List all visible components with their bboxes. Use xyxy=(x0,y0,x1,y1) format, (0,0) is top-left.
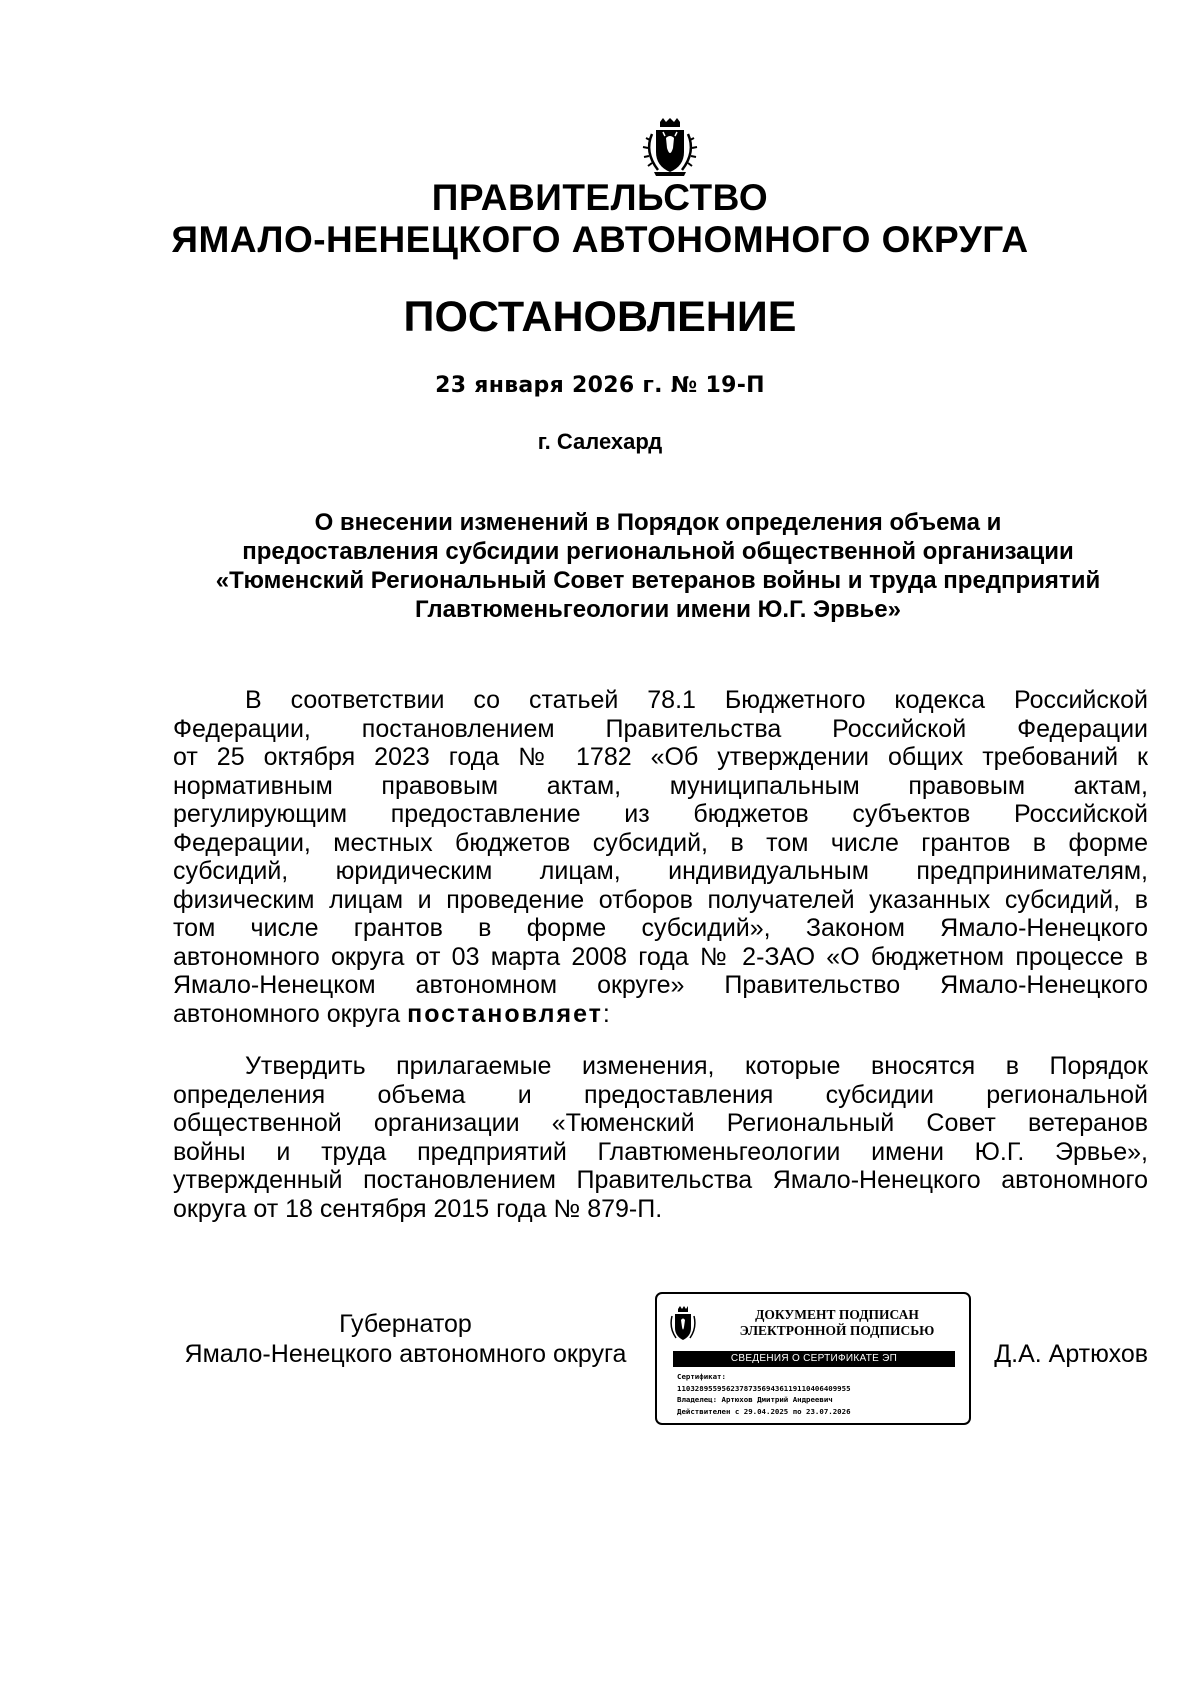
paragraph-line: войны и труда предприятий Главтюменьгеологии имени Ю.Г. Эрвье», xyxy=(173,1137,1148,1166)
stamp-title xyxy=(712,1307,962,1339)
paragraph-line: физическим лицам и проведение отборов получателей указанных субсидий, в xyxy=(173,885,1148,914)
cert-serial: 110328955956237873569436119110406409955 xyxy=(677,1383,851,1393)
paragraph-line: от 25 октября 2023 года № 1782 «Об утверждении общих требований к xyxy=(173,743,1148,771)
subject-line: Главтюменьгеологии имени Ю.Г. Эрвье» xyxy=(415,596,901,623)
coat-of-arms-icon xyxy=(669,1306,697,1342)
document-subject xyxy=(168,508,1148,624)
document-city: г. Салехард xyxy=(537,429,663,454)
paragraph-line: округа от 18 сентября 2015 года № 879-П. xyxy=(173,1194,663,1223)
e-signature-stamp xyxy=(655,1292,971,1425)
paragraph-line: регулирующим предоставление из бюджетов субъектов Российской xyxy=(173,800,1148,828)
cert-label: Сертификат: xyxy=(677,1372,726,1381)
line-prefix: автономного округа xyxy=(173,999,408,1028)
document-date-number: 23 января 2026 г. № 19-П xyxy=(435,373,765,398)
cert-header: СВЕДЕНИЯ О СЕРТИФИКАТЕ ЭП xyxy=(673,1351,955,1367)
subject-line: предоставления субсидии региональной общественной организации xyxy=(242,538,1074,565)
cert-details xyxy=(677,1371,967,1417)
line-suffix: : xyxy=(602,999,610,1028)
paragraph-line: утвержденный постановлением Правительства Ямало-Ненецкого автономного xyxy=(173,1166,1148,1194)
paragraph-line: том числе грантов в форме субсидий», Законом Ямало-Ненецкого xyxy=(173,914,1148,942)
paragraph-line xyxy=(173,1000,1148,1029)
signatory-name: Д.А. Артюхов xyxy=(994,1340,1148,1368)
paragraph-line: автономного округа от 03 марта 2008 года № 2-ЗАО «О бюджетном процессе в xyxy=(173,942,1148,971)
cert-validity: Действителен с 29.04.2025 по 23.07.2026 xyxy=(677,1406,851,1416)
org-name-line2: ЯМАЛО-НЕНЕЦКОГО АВТОНОМНОГО ОКРУГА xyxy=(171,219,1029,260)
paragraph-line: субсидий, юридическим лицам, индивидуальным предпринимателям, xyxy=(173,857,1148,885)
position-line: Ямало-Ненецкого автономного округа xyxy=(184,1340,627,1368)
stamp-title-line: ЭЛЕКТРОННОЙ ПОДПИСЬЮ xyxy=(739,1323,935,1338)
paragraph-line: Федерации, постановлением Правительства Российской Федерации xyxy=(173,714,1148,743)
paragraph-line: Федерации, местных бюджетов субсидий, в том числе грантов в форме xyxy=(173,828,1148,857)
signatory-position xyxy=(173,1309,638,1369)
paragraph-line: общественной организации «Тюменский Региональный Совет ветеранов xyxy=(173,1109,1148,1137)
stamp-title-line: ДОКУМЕНТ ПОДПИСАН xyxy=(755,1307,919,1322)
resolution-paragraph xyxy=(173,1052,1148,1223)
paragraph-line: нормативным правовым актам, муниципальным правовым актам, xyxy=(173,771,1148,800)
org-name-line1: ПРАВИТЕЛЬСТВО xyxy=(431,177,769,218)
coat-of-arms-icon xyxy=(630,118,710,178)
paragraph-line: Ямало-Ненецком автономном округе» Правительство Ямало-Ненецкого xyxy=(173,971,1148,999)
paragraph-line: определения объема и предоставления субсидии региональной xyxy=(173,1080,1148,1109)
paragraph-line: Утвердить прилагаемые изменения, которые вносятся в Порядок xyxy=(245,1052,1148,1080)
cert-owner: Владелец: Артюхов Дмитрий Андреевич xyxy=(677,1395,833,1404)
resolves-keyword: постановляет xyxy=(407,999,603,1028)
subject-line: «Тюменский Региональный Совет ветеранов войны и труда предприятий xyxy=(215,567,1101,594)
subject-line: О внесении изменений в Порядок определения объема и xyxy=(314,509,1002,536)
paragraph-line: В соответствии со статьей 78.1 Бюджетного кодекса Российской xyxy=(245,686,1148,714)
position-line: Губернатор xyxy=(339,1310,472,1338)
preamble-paragraph xyxy=(173,686,1148,1028)
document-type: ПОСТАНОВЛЕНИЕ xyxy=(403,293,797,341)
